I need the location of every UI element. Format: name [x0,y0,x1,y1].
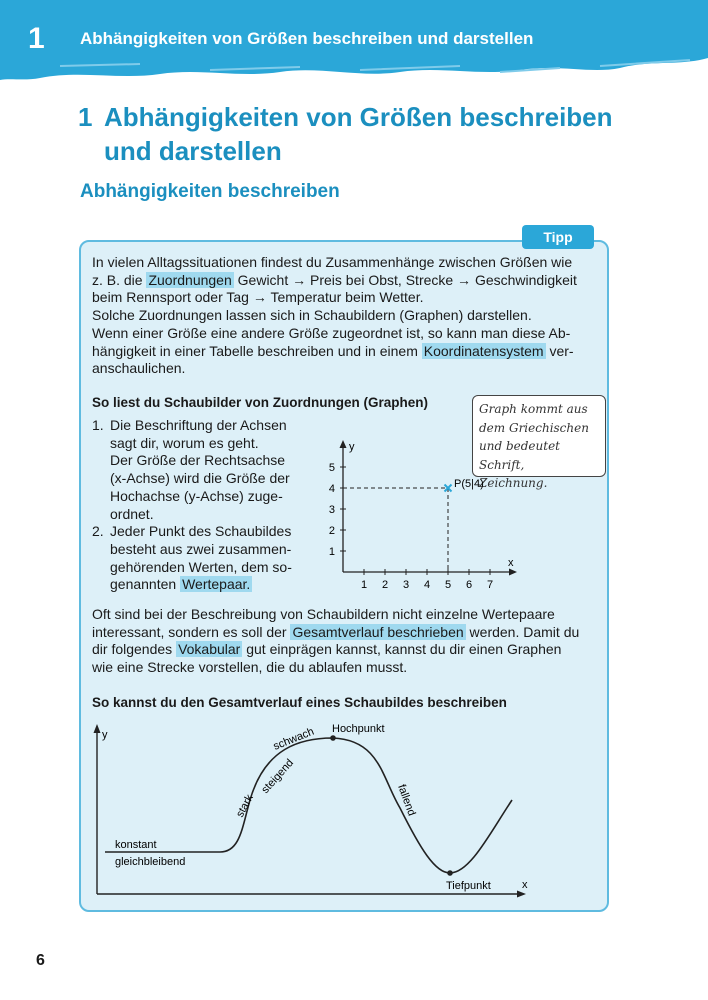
intro-line-3: beim Rennsport oder Tag → Temperatur beim Wetter. [92,289,424,306]
x-tick-label: 6 [465,579,473,591]
list-item-1-line: ordnet. [110,505,154,522]
curve-label-fallend: fallend [395,782,418,818]
intro-line-6 [92,343,574,361]
list-number-2: 2. [92,523,104,540]
curve-heading: So kannst du den Gesamtverlauf eines Schaubildes beschreiben [92,695,507,710]
list-item-1-line: (x-Achse) wird die Größe der [110,470,290,487]
list-item-1-line: Der Größe der Rechtsachse [110,452,286,469]
curve-label-schwach: schwach [271,725,316,753]
y-tick-label: 4 [328,483,335,495]
outro-line-4: wie eine Strecke vorstellen, die du ablaufen musst. [92,659,408,676]
list-number-1: 1. [92,417,104,433]
intro-text: z. B. die [92,271,147,288]
x-tick-label: 5 [444,579,452,591]
note-line: Graph kommt aus [479,402,588,416]
read-heading: So liest du Schaubilder von Zuordnungen (Graphen) [92,395,429,410]
x-tick-label: 1 [360,579,368,591]
intro-line-4: Solche Zuordnungen lassen sich in Schaubildern (Graphen) darstellen. [92,307,532,324]
list-text: genannten [110,576,181,593]
curve-high-point [330,735,336,741]
list-item-2-line [110,576,252,594]
intro-line-5: Wenn einer Größe eine andere Größe zugeordnet ist, so kann man diese Ab- [92,324,571,341]
intro-text: hängigkeit in einer Tabelle beschreiben und in einem [92,342,422,359]
x-axis-arrow [509,569,517,576]
intro-text: Gewicht → Preis bei Obst, Strecke → Geschwindigkeit [233,271,577,288]
outro-line-2 [92,624,579,642]
x-axis-label: x [508,557,514,569]
highlight-term: Zuordnungen [148,271,232,288]
intro-line-7: anschaulichen. [92,360,186,377]
list-item-1-line: Die Beschriftung der Achsen [110,417,287,433]
list-item-1-line: Hochachse (y-Achse) zuge- [110,487,283,504]
outro-text: interessant, sondern es soll der [92,623,291,640]
x-tick-label: 3 [402,579,410,591]
intro-line-2 [92,272,577,290]
list-item-1-line: sagt dir, worum es geht. [110,434,259,451]
list-item-2-line: gehörenden Werten, dem so- [110,558,292,575]
y-tick-label: 5 [328,462,335,474]
section-subtitle: Abhängigkeiten beschreiben [80,181,340,202]
chapter-title: Abhängigkeiten von Größen beschreiben und darstellen [80,29,534,48]
highlight-term: Wertepaar. [182,576,251,593]
highlight-term: Vokabular [178,641,241,658]
curve-x-arrow [517,891,526,898]
curve-label-tiefpunkt: Tiefpunkt [446,880,491,892]
highlight-term: Koordinatensystem [423,342,544,359]
x-tick-label: 7 [486,579,494,591]
y-axis-label: y [349,441,355,453]
list-item-2-line: Jeder Punkt des Schaubildes [110,523,292,540]
tip-label: Tipp [522,225,594,249]
section-number: 1 [78,102,93,132]
curve-y-arrow [94,724,101,733]
outro-line-3 [92,641,561,659]
coordinate-chart [320,432,525,597]
page-number: 6 [36,952,45,969]
curve-label-konstant: konstant [115,839,157,851]
note-line: und bedeutet Schrift, [479,439,560,472]
intro-text: ver- [545,342,574,359]
x-tick-label: 4 [423,579,431,591]
curve-x-label: x [522,879,528,891]
data-point-label: P(5|4) [454,478,484,490]
curve-label-gleichbleibend: gleichbleibend [115,856,186,868]
intro-line-1: In vielen Alltagssituationen findest du Zusammenhänge zwischen Größen wie [92,254,573,270]
curve-line [105,738,512,873]
note-line: Zeichnung. [479,476,548,491]
y-axis-arrow [340,440,347,448]
outro-text: dir folgendes [92,641,177,658]
curve-label-steigend: steigend [259,757,297,797]
curve-label-stark: stark [234,792,256,820]
list-item-2-line: besteht aus zwei zusammen- [110,540,292,557]
highlight-term: Gesamtverlauf beschrieben [292,623,464,640]
outro-text: gut einprägen kannst, kannst du dir einen Graphen [242,641,562,658]
note-line: dem Griechischen [479,420,589,435]
y-tick-label: 3 [328,504,335,516]
curve-label-hochpunkt: Hochpunkt [332,723,385,735]
title-line-1: Abhängigkeiten von Größen beschreiben [104,102,613,132]
y-tick-label: 2 [328,525,335,537]
outro-text: werden. Damit du [465,623,580,640]
title-line-2: und darstellen [104,136,282,166]
x-tick-label: 2 [381,579,389,591]
curve-chart [80,718,540,900]
curve-low-point [447,870,453,876]
chapter-number: 1 [28,22,45,55]
outro-line-1: Oft sind bei der Beschreibung von Schaubildern nicht einzelne Wertepaare [92,606,555,622]
curve-y-label: y [102,729,108,741]
y-tick-label: 1 [328,546,335,558]
